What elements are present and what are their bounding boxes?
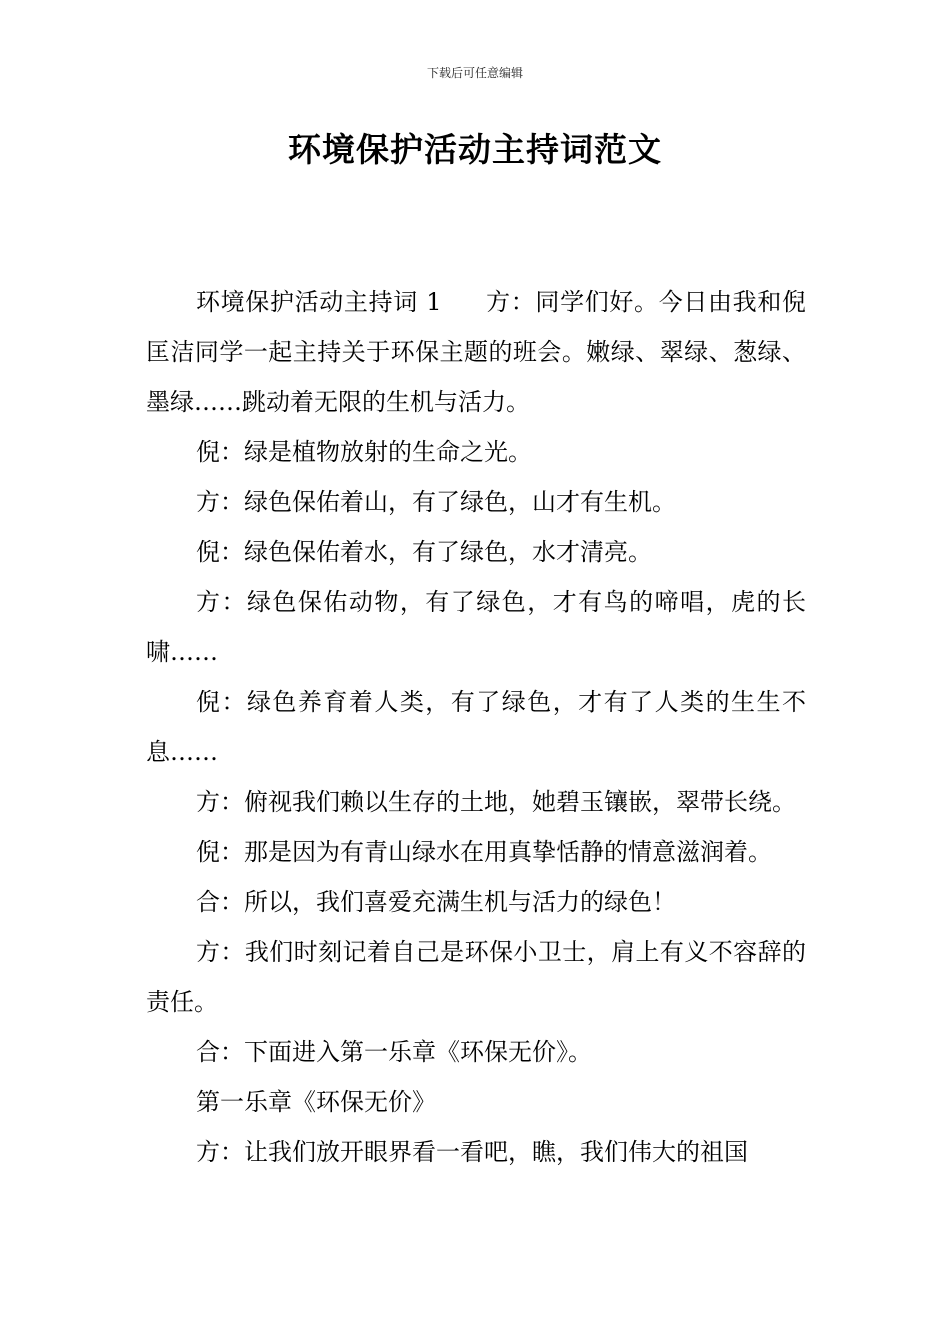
paragraph: 倪：绿色保佑着水，有了绿色，水才清亮。	[196, 538, 652, 566]
paragraph-text: 方：同学们好。今日由我和倪匡洁同学一起主持关于环保主题的班会。嫩绿、翠绿、葱绿、墨绿……跳动着无限的生机与活力。	[146, 288, 806, 416]
paragraph: 方：我们时刻记着自己是环保小卫士，肩上有义不容辞的责任。	[146, 938, 806, 1016]
paragraph: 方：让我们放开眼界看一看吧，瞧，我们伟大的祖国	[196, 1138, 748, 1166]
chapter-heading: 第一乐章《环保无价》	[196, 1088, 436, 1116]
paragraph: 倪：那是因为有青山绿水在用真挚恬静的情意滋润着。	[196, 838, 772, 866]
paragraph: 方：绿色保佑着山，有了绿色，山才有生机。	[196, 488, 676, 516]
paragraph: 合：下面进入第一乐章《环保无价》。	[196, 1038, 592, 1066]
paragraph: 倪：绿是植物放射的生命之光。	[196, 438, 532, 466]
paragraph-intro	[146, 277, 806, 427]
paragraph: 方：俯视我们赖以生存的土地，她碧玉镶嵌，翠带长绕。	[196, 788, 796, 816]
document-title: 环境保护活动主持词范文	[288, 130, 662, 169]
section-heading: 环境保护活动主持词 1	[196, 288, 442, 316]
paragraph: 合：所以，我们喜爱充满生机与活力的绿色！	[196, 888, 676, 916]
paragraph: 倪：绿色养育着人类，有了绿色，才有了人类的生生不息……	[146, 688, 806, 766]
document-body	[146, 277, 806, 1177]
header-note: 下载后可任意编辑	[426, 66, 523, 80]
paragraph: 方：绿色保佑动物，有了绿色，才有鸟的啼唱，虎的长啸……	[146, 588, 806, 666]
